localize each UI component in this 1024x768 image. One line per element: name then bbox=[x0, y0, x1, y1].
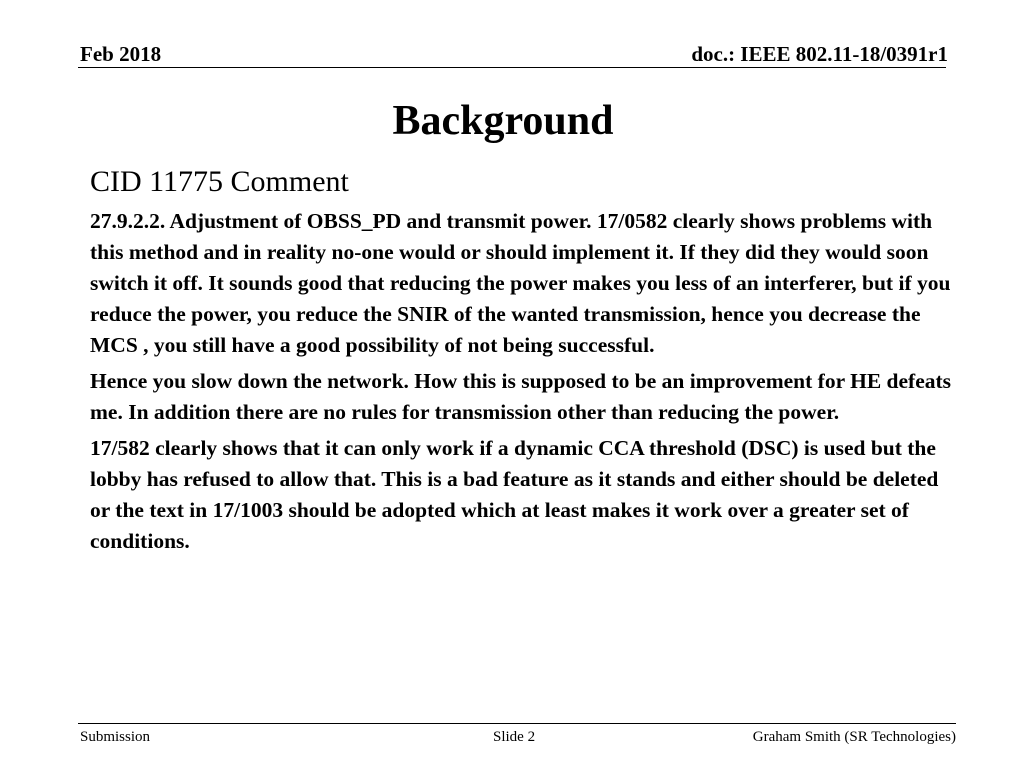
header-divider bbox=[78, 67, 946, 68]
paragraph-2: Hence you slow down the network. How this is supposed to be an improvement for HE defeats me. In addition there are no rules for transmission other than reducing the power. bbox=[90, 369, 952, 424]
header-doc-id: doc.: IEEE 802.11-18/0391r1 bbox=[691, 42, 948, 66]
header-date: Feb 2018 bbox=[80, 42, 162, 66]
paragraph-3: 17/582 clearly shows that it can only work if a dynamic CCA threshold (DSC) is used but the lobby has refused to allow that. This is a bad feature as it stands and either should be deleted or the text in 17/1003 should be adopted which at least makes it work over a greater set of conditions. bbox=[90, 436, 939, 553]
paragraph-1: 27.9.2.2. Adjustment of OBSS_PD and transmit power. 17/0582 clearly shows problems with this method and in reality no-one would or should implement it. If they did they would soon switch it off. It sounds good that reducing the power makes you less of an interferer, but if you reduce the power, you reduce the SNIR of the wanted transmission, hence you decrease the MCS , you still have a good possibility of not being successful. bbox=[90, 209, 951, 357]
footer-submission: Submission bbox=[80, 729, 151, 745]
footer-divider bbox=[78, 723, 956, 724]
comment-heading: CID 11775 Comment bbox=[90, 165, 349, 198]
footer-slide-number: Slide 2 bbox=[493, 729, 536, 745]
footer-author: Graham Smith (SR Technologies) bbox=[752, 729, 956, 745]
slide-body bbox=[90, 164, 955, 562]
slide-title: Background bbox=[392, 98, 614, 144]
